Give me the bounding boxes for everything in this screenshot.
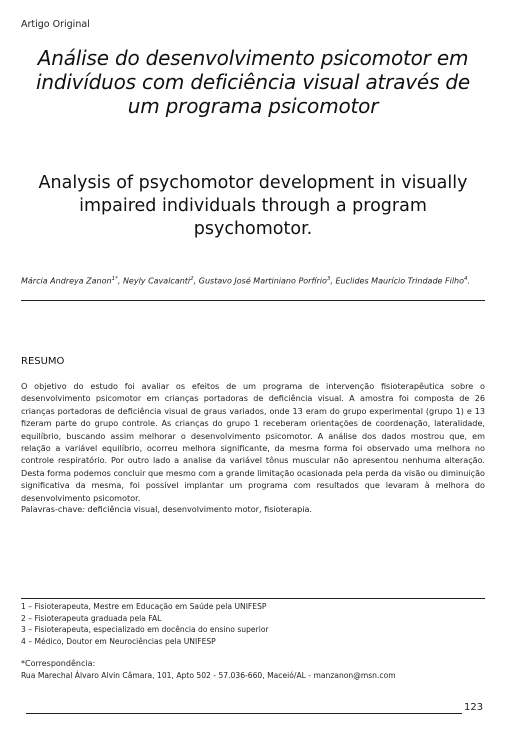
author-divider (21, 300, 485, 301)
footer-rule (26, 713, 462, 714)
author-affiliation-mark: 3 (326, 276, 331, 282)
abstract-body: O objetivo do estudo foi avaliar os efeitos de um programa de intervenção fisioterapêutica sobre o desenvolvimento psicomotor em crianças portadoras de deficiência visual. A amostra foi composta de 26 crianças portadoras de deficiência visual de graus variados, onde 13 eram do grupo experimental (grupo 1) e 13 fizeram parte do grupo controle. As crianças do grupo 1 receberam orientações de coordenação, lateralidade, equilíbrio, buscando assim melhorar o desenvolvimento psicomotor. A análise dos dados mostrou que, em relação a variável equilíbrio, ocorreu melhora significante, da mesma forma foi observado uma melhora no controle respiratório. Por outro lado a analise da variável tônus muscular não apresentou nenhuma alteração. Desta forma podemos concluir que mesmo com a grande limitação ocasionada pela perda da visão ou diminuição significativa da mesma, foi possível implantar um programa com resultados que levaram à melhora do desenvolvimento psicomotor. (21, 381, 485, 503)
author-name: Gustavo José Martiniano Porfírio (198, 276, 327, 286)
footnote-item: 1 – Fisioterapeuta, Mestre em Educação em Saúde pela UNIFESP (21, 602, 267, 611)
author-list (21, 273, 485, 288)
keywords-list: deficiência visual, desenvolvimento motor, fisioterapia. (84, 504, 312, 514)
author-name: Euclides Maurício Trindade Filho (335, 276, 465, 286)
keywords-label: Palavras-chave (21, 504, 83, 514)
footnote-divider (21, 598, 485, 599)
keywords-line (21, 503, 485, 515)
author-separator: . (467, 276, 471, 286)
author-name: Neyly Cavalcanti (122, 276, 191, 286)
author-affiliation-mark: 2 (190, 276, 194, 282)
section-tag: Artigo Original (21, 19, 90, 30)
footnote-item: 4 – Médico, Doutor em Neurociências pela UNIFESP (21, 636, 216, 646)
correspondence-label: *Correspondência: (21, 659, 96, 668)
footnote-item: 3 – Fisioterapeuta, especializado em docência do ensino superior (21, 625, 269, 635)
author-separator: , (193, 276, 199, 286)
author-affiliation-mark: 4 (464, 276, 468, 282)
author-affiliation-mark: 1* (111, 276, 118, 282)
title-portuguese: Análise do desenvolvimento psicomotor em indivíduos com deficiência visual através de um programa psicomotor (36, 46, 470, 118)
title-english: Analysis of psychomotor development in visually impaired individuals through a program psychomotor. (38, 173, 468, 239)
author-separator: , (117, 276, 123, 286)
author-separator: , (330, 276, 336, 286)
correspondence-address: Rua Marechal Álvaro Alvin Câmara, 101, Apto 502 - 57.036-660, Maceió/AL - manzanon@msn.com (21, 671, 396, 680)
page-number: 123 (464, 702, 484, 713)
keywords-colon: : (82, 504, 85, 514)
footnotes (21, 601, 485, 647)
footnote-item: 2 – Fisioterapeuta graduada pela FAL (21, 613, 162, 623)
author-name: Márcia Andreya Zanon (21, 276, 112, 286)
abstract-heading: RESUMO (21, 356, 65, 367)
